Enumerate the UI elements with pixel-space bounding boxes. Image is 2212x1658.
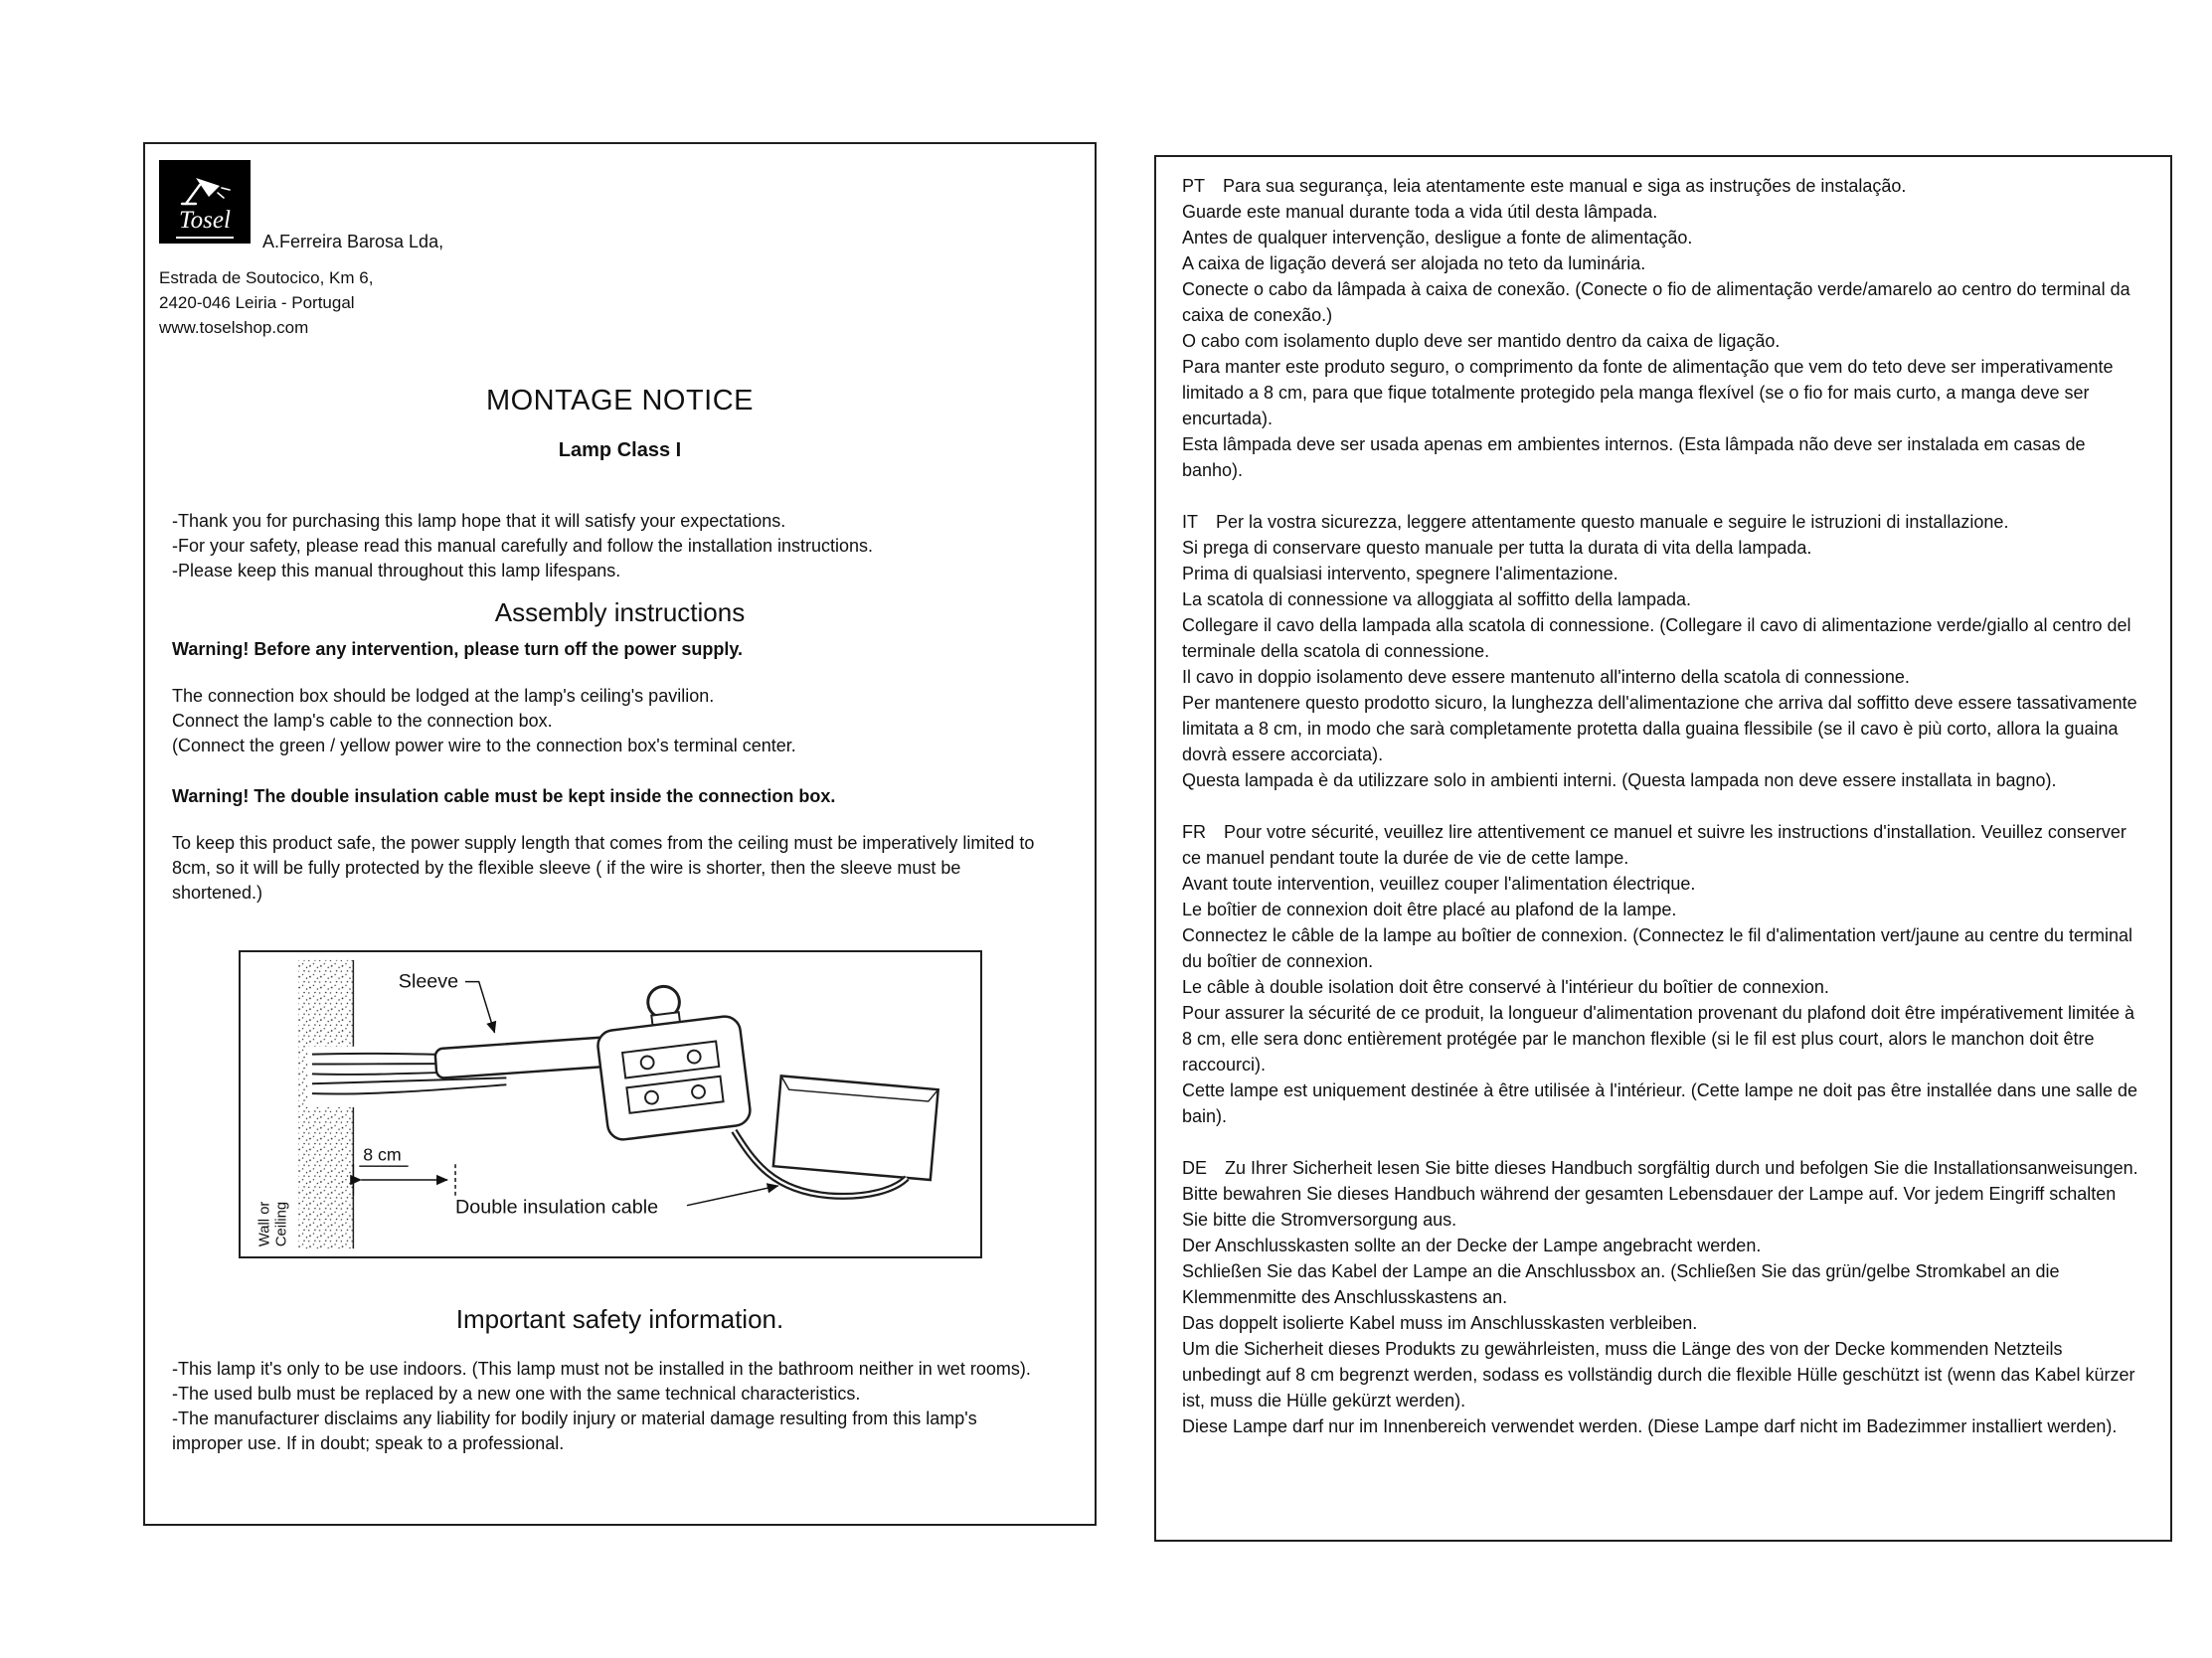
lang-line: Cette lampe est uniquement destinée à être utilisée à l'intérieur. (Cette lampe ne doit pas être installée dans une salle de bain).: [1182, 1080, 2138, 1126]
logo-wordmark: Tosel: [176, 208, 234, 239]
intro-line: -Please keep this manual throughout this lamp lifespans.: [172, 561, 621, 580]
lang-line: Antes de qualquer intervenção, desligue a fonte de alimentação.: [1182, 228, 1693, 248]
lang-line: Connectez le câble de la lampe au boîtier de connexion. (Connectez le fil d'alimentation vert/jaune au centre du terminal du boîtier de connexion.: [1182, 925, 2133, 971]
sleeve-leader-line: [465, 982, 495, 1033]
lang-first-text: Pour votre sécurité, veuillez lire attentivement ce manuel et suivre les instructions d'installation. Veuillez conserver ce manuel pendant toute la durée de vie de cette lampe.: [1182, 822, 2127, 868]
lamp-class-subtitle: Lamp Class I: [558, 439, 682, 461]
lang-line: Avant toute intervention, veuillez couper l'alimentation électrique.: [1182, 874, 1696, 894]
page-left: [143, 142, 1097, 1526]
svg-text:Wall or: Wall or: [256, 1201, 273, 1247]
intro-paragraph: [172, 509, 1052, 583]
lang-lines: [1182, 871, 2144, 1129]
cable-leader-line: [687, 1186, 778, 1206]
lang-line: Guarde este manual durante toda a vida útil desta lâmpada.: [1182, 202, 1658, 222]
lang-line: Conecte o cabo da lâmpada à caixa de conexão. (Conecte o fio de alimentação verde/amarelo ao centro do terminal da caixa de conexão.): [1182, 279, 2130, 325]
lang-line: Questa lampada è da utilizzare solo in ambienti interni. (Questa lampada non deve essere installata in bagno).: [1182, 770, 2057, 790]
lang-line: Um die Sicherheit dieses Produkts zu gewährleisten, muss die Länge des von der Decke kommenden Netzteils unbedingt auf 8 cm begrenzt werden, sodass es vollständig durch die flexible Hülle geschützt ist (wenn das Kabel kürzer ist, muss die Hülle gekürzt werden).: [1182, 1339, 2135, 1410]
letterhead: [145, 144, 1095, 358]
connection-line: The connection box should be lodged at the lamp's ceiling's pavilion.: [172, 686, 715, 706]
lang-line: Le boîtier de connexion doit être placé au plafond de la lampe.: [1182, 900, 1677, 919]
lang-lines: [1182, 1233, 2144, 1439]
safety-line: -The used bulb must be replaced by a new one with the same technical characteristics.: [172, 1384, 861, 1404]
lang-line: Le câble à double isolation doit être conservé à l'intérieur du boîtier de connexion.: [1182, 977, 1829, 997]
company-name: A.Ferreira Barosa Lda,: [262, 232, 444, 251]
cover-box: [773, 1076, 938, 1180]
intro-line: -Thank you for purchasing this lamp hope that it will satisfy your expectations.: [172, 511, 786, 531]
lang-line: Schließen Sie das Kabel der Lampe an die Anschlussbox an. (Schließen Sie das grün/gelbe Stromkabel an die Klemmenmitte des Anschlusskastens an.: [1182, 1261, 2060, 1307]
lang-first-line: [1182, 509, 2144, 535]
lang-code-it: IT: [1182, 512, 1198, 532]
lang-line: Prima di qualsiasi intervento, spegnere l'alimentazione.: [1182, 564, 1618, 583]
address-line: 2420-046 Leiria - Portugal: [159, 293, 355, 312]
lang-line: Das doppelt isolierte Kabel muss im Anschlusskasten verbleiben.: [1182, 1313, 1698, 1333]
warning-insulation: Warning! The double insulation cable must be kept inside the connection box.: [172, 786, 836, 806]
connection-line: (Connect the green / yellow power wire to the connection box's terminal center.: [172, 736, 796, 755]
warning-power-supply: Warning! Before any intervention, please turn off the power supply.: [172, 639, 744, 659]
lang-line: Collegare il cavo della lampada alla scatola di connessione. (Collegare il cavo di alimentazione verde/giallo al centro del terminale della scatola di connessione.: [1182, 615, 2131, 661]
lang-line: Der Anschlusskasten sollte an der Decke der Lampe angebracht werden.: [1182, 1236, 1762, 1255]
tosel-logo: [159, 160, 251, 244]
connection-box: [592, 978, 752, 1142]
lang-line: Esta lâmpada deve ser usada apenas em ambientes internos. (Esta lâmpada não deve ser instalada em casas de banho).: [1182, 434, 2086, 480]
sleeve-paragraph: To keep this product safe, the power supply length that comes from the ceiling must be imperatively limited to 8cm, so it will be fully protected by the flexible sleeve ( if the wire is shorter, then the sleeve must be shortened.): [172, 833, 1035, 903]
installation-diagram: [239, 950, 982, 1258]
lang-line: Per mantenere questo prodotto sicuro, la lunghezza dell'alimentazione che arriva dal soffitto deve essere tassativamente limitata a 8 cm, in modo che sarà completamente protetta dalla guaina flessibile (se il cavo è più corto, allora la guaina dovrà essere accorciata).: [1182, 693, 2137, 764]
sleeve-tube: [434, 1037, 614, 1078]
lang-code-pt: PT: [1182, 176, 1206, 196]
address-line: Estrada de Soutocico, Km 6,: [159, 268, 374, 287]
lang-line: Para manter este produto seguro, o comprimento da fonte de alimentação que vem do teto deve ser imperativamente limitado a 8 cm, para que fique totalmente protegido pela manga flexível (se o fio for mais curto, a manga deve ser encurtada).: [1182, 357, 2114, 428]
lang-section-de: [1182, 1155, 2144, 1439]
company-address: [159, 265, 373, 340]
lang-section-pt: [1182, 173, 2144, 483]
lang-first-line: [1182, 1155, 2144, 1233]
cable-label: Double insulation cable: [455, 1196, 659, 1219]
lang-code-de: DE: [1182, 1158, 1208, 1178]
safety-paragraph: [172, 1357, 1052, 1456]
lang-code-fr: FR: [1182, 822, 1206, 842]
lang-line: O cabo com isolamento duplo deve ser mantido dentro da caixa de ligação.: [1182, 331, 1781, 351]
lamp-icon: [176, 173, 234, 207]
intro-line: -For your safety, please read this manual carefully and follow the installation instructions.: [172, 536, 874, 556]
lang-line: La scatola di connessione va alloggiata al soffitto della lampada.: [1182, 589, 1692, 609]
dimension-8cm: [353, 1144, 455, 1196]
wall-hatch: [298, 960, 353, 1248]
lang-line: A caixa de ligação deverá ser alojada no teto da luminária.: [1182, 253, 1646, 273]
diagram-canvas: [241, 952, 980, 1256]
lang-line: Diese Lampe darf nur im Innenbereich verwendet werden. (Diese Lampe darf nicht im Badezimmer installiert werden).: [1182, 1416, 2118, 1436]
lang-first-line: [1182, 173, 2144, 199]
lang-first-text: Per la vostra sicurezza, leggere attentamente questo manuale e seguire le istruzioni di installazione.: [1216, 512, 2009, 532]
safety-title: Important safety information.: [455, 1304, 784, 1334]
page-right: [1154, 155, 2172, 1542]
lang-lines: [1182, 535, 2144, 793]
safety-line: -The manufacturer disclaims any liability for bodily injury or material damage resulting from this lamp's improper use. If in doubt; speak to a professional.: [172, 1409, 977, 1453]
lang-line: Il cavo in doppio isolamento deve essere mantenuto all'interno della scatola di connessione.: [1182, 667, 1910, 687]
connection-paragraph: [172, 684, 1052, 758]
document-title: MONTAGE NOTICE: [485, 385, 755, 416]
lang-first-text: Para sua segurança, leia atentamente este manual e siga as instruções de instalação.: [1223, 176, 1907, 196]
lang-line: Si prega di conservare questo manuale per tutta la durata di vita della lampada.: [1182, 538, 1812, 558]
wall-ceiling-label: [256, 1202, 289, 1247]
lang-section-fr: [1182, 819, 2144, 1129]
lang-first-text: Zu Ihrer Sicherheit lesen Sie bitte dieses Handbuch sorgfältig durch und befolgen Sie die Installationsanweisungen. Bitte bewahren Sie dieses Handbuch während der gesamten Lebensdauer der Lampe auf. Vor jedem Eingriff schalten Sie bitte die Stromversorgung aus.: [1182, 1158, 2138, 1230]
connection-line: Connect the lamp's cable to the connection box.: [172, 711, 553, 731]
lang-section-it: [1182, 509, 2144, 793]
lang-first-line: [1182, 819, 2144, 871]
address-line: www.toselshop.com: [159, 318, 309, 337]
safety-line: -This lamp it's only to be use indoors. (This lamp must not be installed in the bathroom neither in wet rooms).: [172, 1359, 1031, 1379]
lang-lines: [1182, 199, 2144, 483]
svg-text:Ceiling: Ceiling: [273, 1201, 290, 1247]
sleeve-label: Sleeve: [398, 970, 459, 993]
assembly-title: Assembly instructions: [494, 597, 746, 627]
dimension-label: 8 cm: [363, 1144, 402, 1165]
lang-line: Pour assurer la sécurité de ce produit, la longueur d'alimentation provenant du plafond doit être impérativement limitée à 8 cm, elle sera donc entièrement protégée par le manchon flexible (si le fil est plus court, alors le manchon doit être raccourci).: [1182, 1003, 2134, 1075]
